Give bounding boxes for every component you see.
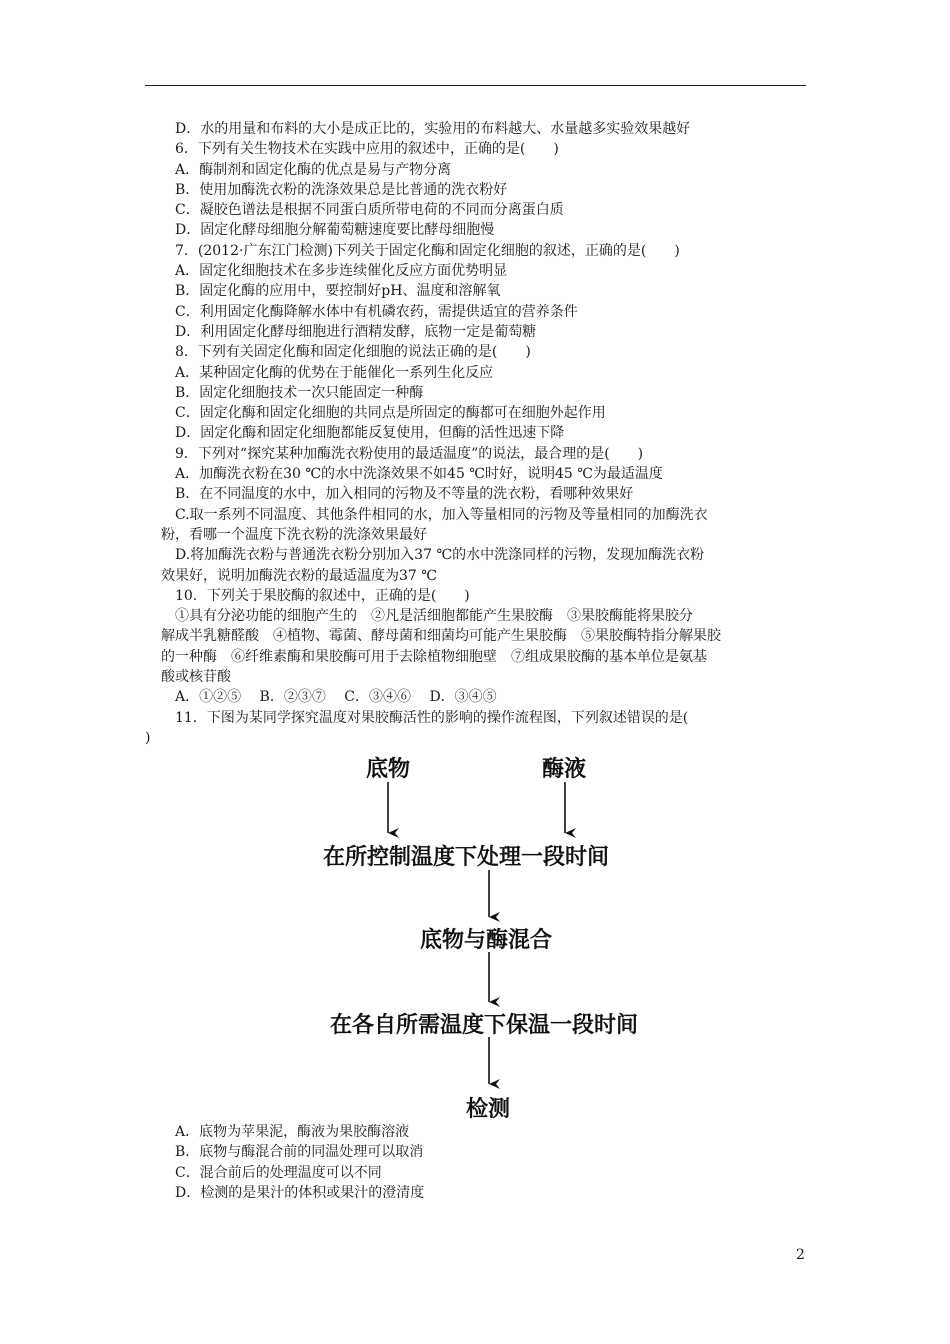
page-number: 2 <box>796 1247 805 1263</box>
option-8a: A．某种固定化酶的优势在于能催化一系列生化反应 <box>175 364 494 381</box>
answer-options-11 <box>175 1122 807 1203</box>
question-11-cont: ) <box>145 729 151 746</box>
text-line: D．水的用量和布料的大小是成正比的，实验用的布料越大、水量越多实验效果越好 <box>175 121 691 137</box>
option-11d: D．检测的是果汁的体积或果汁的澄清度 <box>175 1184 425 1201</box>
option-9b: B．在不同温度的水中，加入相同的污物及不等量的洗衣粉，看哪种效果好 <box>175 486 634 503</box>
question-6: 6．下列有关生物技术在实践中应用的叙述中，正确的是( ) <box>175 141 559 158</box>
flow-enzyme-label: 酶液 <box>542 757 587 782</box>
option-6d: D．固定化酵母细胞分解葡萄糖速度要比酵母细胞慢 <box>175 222 495 239</box>
options-10: A．①②⑤ B．②③⑦ C．③④⑥ D．③④⑤ <box>175 689 497 706</box>
flow-substrate-label: 底物 <box>366 757 411 782</box>
statements-10-cont3: 酸或核苷酸 <box>161 669 231 686</box>
statements-10-cont: 解成半乳糖醛酸 ④植物、霉菌、酵母菌和细菌均可能产生果胶酶 ⑤果胶酶特指分解果胶 <box>161 628 721 645</box>
option-7d: D．利用固定化酵母细胞进行酒精发酵，底物一定是葡萄糖 <box>175 323 537 340</box>
header-rule <box>145 85 806 86</box>
option-9c-cont: 粉，看哪一个温度下洗衣粉的洗涤效果最好 <box>161 526 427 543</box>
option-9c: C.取一系列不同温度、其他条件相同的水，加入等量相同的污物及等量相同的加酶洗衣 <box>175 506 708 523</box>
option-11a: A．底物为苹果泥，酶液为果胶酶溶液 <box>175 1124 410 1140</box>
option-6a: A．酶制剂和固定化酶的优点是易与产物分离 <box>175 161 452 178</box>
option-9a: A．加酶洗衣粉在30 ℃的水中洗涤效果不如45 ℃时好，说明45 ℃为最适温度 <box>175 466 663 483</box>
option-9d-cont: 效果好，说明加酶洗衣粉的最适温度为37 ℃ <box>161 567 437 584</box>
question-8: 8．下列有关固定化酶和固定化细胞的说法正确的是( ) <box>175 344 531 361</box>
option-9d: D.将加酶洗衣粉与普通洗衣粉分别加入37 ℃的水中洗涤同样的污物，发现加酶洗衣粉 <box>175 547 705 564</box>
statements-10: ①具有分泌功能的细胞产生的 ②凡是活细胞都能产生果胶酶 ③果胶酶能将果胶分 <box>175 608 693 625</box>
option-7c: C．利用固定化酶降解水体中有机磷农药，需提供适宜的营养条件 <box>175 303 578 320</box>
option-6b: B．使用加酶洗衣粉的洗涤效果总是比普通的洗衣粉好 <box>175 181 508 198</box>
question-text <box>145 119 807 748</box>
question-10: 10．下列关于果胶酶的叙述中，正确的是( ) <box>175 587 470 604</box>
option-8d: D．固定化酶和固定化细胞都能反复使用，但酶的活性迅速下降 <box>175 425 565 442</box>
question-11: 11．下图为某同学探究温度对果胶酶活性的影响的操作流程图，下列叙述错误的是( <box>175 709 689 726</box>
option-7b: B．固定化酶的应用中，要控制好pH、温度和溶解氧 <box>175 283 501 300</box>
option-8c: C．固定化酶和固定化细胞的共同点是所固定的酶都可在细胞外起作用 <box>175 405 606 422</box>
option-7a: A．固定化细胞技术在多步连续催化反应方面优势明显 <box>175 263 508 280</box>
statements-10-cont2: 的一种酶 ⑥纤维素酶和果胶酶可用于去除植物细胞壁 ⑦组成果胶酶的基本单位是氨基 <box>161 648 707 665</box>
flow-step3-label: 在各自所需温度下保温一段时间 <box>330 1013 639 1038</box>
flow-step1-label: 在所控制温度下处理一段时间 <box>323 845 610 870</box>
option-11c: C．混合前后的处理温度可以不同 <box>175 1164 382 1181</box>
option-6c: C．凝胶色谱法是根据不同蛋白质所带电荷的不同而分离蛋白质 <box>175 202 564 219</box>
question-7: 7．(2012·广东江门检测)下列关于固定化酶和固定化细胞的叙述，正确的是( ) <box>175 242 680 259</box>
flow-step4-label: 检测 <box>466 1097 511 1122</box>
flow-step2-label: 底物与酶混合 <box>420 928 553 953</box>
option-11b: B．底物与酶混合前的同温处理可以取消 <box>175 1144 424 1161</box>
question-9: 9．下列对“探究某种加酶洗衣粉使用的最适温度”的说法，最合理的是( ) <box>175 445 644 462</box>
option-8b: B．固定化细胞技术一次只能固定一种酶 <box>175 384 424 401</box>
